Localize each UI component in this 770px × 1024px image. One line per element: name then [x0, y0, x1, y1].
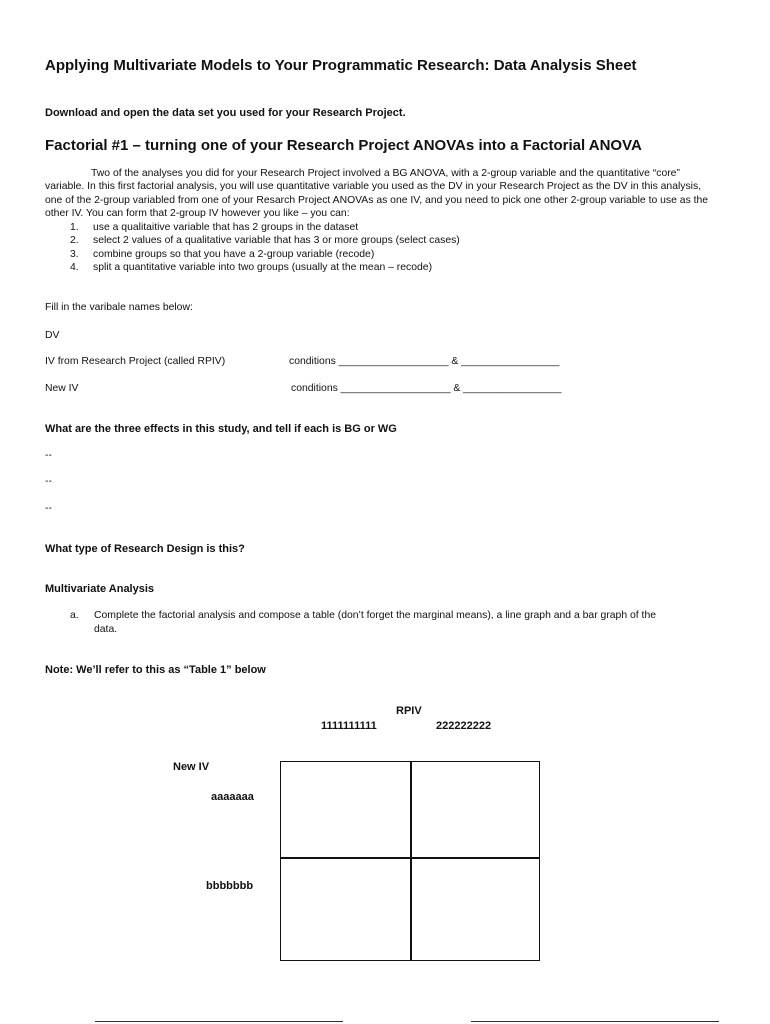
- table-note: Note: We’ll refer to this as “Table 1” below: [45, 664, 266, 676]
- effect-blank-3[interactable]: --: [45, 503, 52, 514]
- grid-vertical-divider: [410, 762, 412, 960]
- options-list: [70, 221, 460, 275]
- design-question: What type of Research Design is this?: [45, 543, 245, 555]
- new-iv-conditions[interactable]: conditions ___________________ & _________________: [291, 383, 562, 394]
- effects-question: What are the three effects in this study, and tell if each is BG or WG: [45, 423, 397, 435]
- list-item: 2. select 2 values of a qualitative variable that has 3 or more groups (select cases): [70, 235, 460, 247]
- table-col-factor: RPIV: [396, 705, 422, 717]
- effect-blank-2[interactable]: --: [45, 476, 52, 487]
- download-instruction: Download and open the data set you used for your Research Project.: [45, 107, 406, 119]
- step-a-text-line-1: Complete the factorial analysis and compose a table (don’t forget the marginal means), a line graph and a bar graph of the: [94, 610, 657, 621]
- page-title: Applying Multivariate Models to Your Programmatic Research: Data Analysis Sheet: [45, 57, 637, 74]
- table-row-factor: New IV: [173, 761, 210, 773]
- bottom-rule-right: [471, 1021, 719, 1022]
- table-row-level-1: aaaaaaa: [211, 791, 254, 803]
- list-item: 4. split a quantitative variable into two groups (usually at the mean – recode): [70, 262, 433, 274]
- fill-in-instruction: Fill in the varibale names below:: [45, 302, 193, 313]
- table-row-level-2: bbbbbbb: [206, 880, 254, 892]
- intro-text: Two of the analyses you did for your Research Project involved a BG ANOVA, with a 2-group variable and the quantitative “core” variable. In this first factorial analysis, you will use quantitative variable you used as the DV in your Research Project as the DV in this analysis, one of the 2-group variabled from one of your Resarch Project ANOVAs as one IV, and you need to pick one other 2-group variable to use as the other IV. You can form that 2-group IV however you like – you can:: [45, 168, 709, 220]
- table-col-level-1: 1111111111: [321, 720, 377, 732]
- step-a-letter: a.: [70, 610, 79, 621]
- bottom-rule-left: [95, 1021, 343, 1022]
- iv-rp-label: IV from Research Project (called RPIV): [45, 356, 226, 367]
- dv-label: DV: [45, 330, 60, 341]
- grid-horizontal-divider: [281, 857, 539, 859]
- effect-blank-1[interactable]: --: [45, 450, 52, 461]
- list-item: 3. combine groups so that you have a 2-group variable (recode): [70, 248, 375, 260]
- factorial-heading: Factorial #1 – turning one of your Research Project ANOVAs into a Factorial ANOVA: [45, 137, 642, 154]
- means-table-grid: [280, 761, 540, 961]
- list-item: 1. use a qualitaitive variable that has 2 groups in the dataset: [70, 222, 359, 233]
- new-iv-label: New IV: [45, 383, 79, 394]
- table-col-level-2: 222222222: [436, 720, 492, 732]
- intro-paragraph: [45, 167, 721, 221]
- step-a-text-line-2: data.: [94, 624, 118, 635]
- multivariate-heading: Multivariate Analysis: [45, 583, 155, 595]
- iv-rp-conditions[interactable]: conditions ___________________ & _________________: [289, 356, 560, 367]
